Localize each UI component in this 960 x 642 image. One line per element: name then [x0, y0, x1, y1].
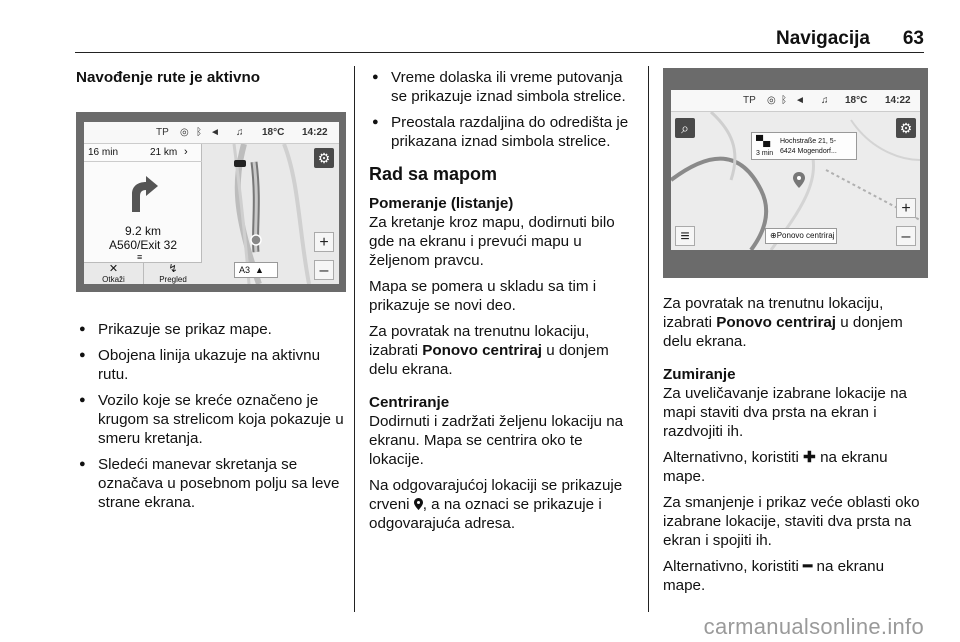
page-number: 63: [902, 28, 924, 49]
panning-text: Za kretanje kroz mapu, dodirnuti bilo gde na ekranu i prevući mapu u željenom pravcu.: [369, 214, 615, 269]
marker-text-pre: Na odgovarajućoj lokaciji se prikazuje crveni: [369, 477, 623, 513]
recenter-term: Ponovo centriraj: [716, 314, 837, 331]
map-roads: [671, 90, 920, 250]
cancel-route-button[interactable]: [84, 263, 143, 284]
close-icon: ✕: [108, 263, 119, 275]
bullet-list-2: [369, 68, 635, 151]
recenter-instruction: [369, 322, 635, 379]
destination-popup[interactable]: [751, 132, 857, 160]
maneuver-exit: A560/Exit 32: [108, 238, 178, 252]
crosshair-icon: ⊕: [770, 231, 777, 240]
recenter-label: Ponovo centriraj: [776, 231, 835, 240]
list-icon[interactable]: ≡: [137, 252, 143, 262]
traffic-program-indicator: TP: [156, 127, 169, 138]
phone-icon: ◎: [767, 95, 776, 106]
road-name: A3: [239, 265, 251, 275]
current-road-label: [234, 262, 278, 278]
zoom-out-button[interactable]: –: [314, 260, 334, 280]
bullet-list-1: [76, 320, 346, 512]
cancel-label: Otkaži: [102, 275, 125, 284]
list-item: ● Preostala razdaljina do odredišta je prikazana iznad simbola strelice.: [369, 113, 635, 151]
section-title: Rad sa mapom: [369, 164, 498, 184]
list-item: ● Prikazuje se prikaz mape.: [76, 320, 346, 339]
mute-icon: ◄: [795, 95, 805, 106]
list-item: ● Obojena linija ukazuje na aktivnu rutu.: [76, 346, 346, 384]
shrink-text: Za smanjenje i prikaz veće oblasti oko izabrane lokacije, staviti dva prsta na ekran i spojiti ih.: [663, 494, 920, 549]
marker-text-post: , a na oznaci se prikazuje i odgovarajuća adresa.: [369, 496, 602, 532]
popup-duration: 3 min: [756, 150, 774, 157]
overview-label: Pregled: [159, 275, 187, 284]
recenter-term: Ponovo centriraj: [422, 342, 543, 359]
column-3: [663, 294, 928, 602]
overview-button[interactable]: [143, 263, 202, 284]
temperature: 18°C: [262, 127, 285, 138]
zoom-in-button[interactable]: +: [314, 232, 334, 252]
centering-heading: Centriranje: [369, 394, 450, 411]
alt-minus-post: na ekranu mape.: [663, 558, 885, 594]
recenter-text-pre: Za povratak na trenutnu lokaciju, izabrati: [663, 295, 884, 331]
nav-screen: [84, 122, 339, 284]
music-icon: ♫: [236, 127, 244, 138]
phone-icon: ◎: [180, 127, 189, 138]
list-item: ● Vreme dolaska ili vreme putovanja se prikazuje iznad simbola strelice.: [369, 68, 635, 106]
page-header: [0, 24, 960, 54]
watermark: carmanualsonline.info: [703, 614, 924, 639]
route-summary[interactable]: [84, 144, 202, 162]
map-pin-icon: [414, 498, 423, 510]
shrink-alt-text: [663, 557, 928, 595]
zoom-out-button[interactable]: –: [896, 226, 916, 246]
column-divider-1: [354, 66, 355, 612]
list-item: ● Vozilo koje se kreće označeno je krugom sa strelicom koja pokazuje u smeru kretanja.: [76, 391, 346, 448]
clock: 14:22: [302, 127, 328, 138]
temperature: 18°C: [845, 95, 868, 106]
maneuver-distance: 9.2 km: [124, 224, 161, 238]
marker-text: [369, 476, 635, 533]
travel-time: 16 min: [88, 147, 119, 158]
header-rule: [75, 52, 924, 53]
route-guidance-figure: [76, 112, 346, 292]
minus-icon: ━: [803, 558, 813, 575]
column-1-bullets: [76, 320, 346, 519]
popup-address-line1: Hochstraße 21, 5-: [780, 138, 837, 145]
status-bar: [84, 122, 339, 144]
column-divider-2: [648, 66, 649, 612]
recenter-instruction: [663, 294, 928, 351]
alt-minus-pre: Alternativno, koristiti: [663, 558, 804, 575]
settings-gear-icon[interactable]: ⚙: [314, 148, 334, 168]
zoom-text: Za uveličavanje izabrane lokacije na mapi staviti dva prsta na ekran i razdvojiti ih.: [663, 385, 907, 440]
settings-gear-icon[interactable]: ⚙: [896, 118, 916, 138]
road-sign-icon: ▲: [252, 265, 264, 275]
column-2: [369, 68, 635, 540]
menu-icon[interactable]: ≡: [675, 226, 695, 246]
car-icon: ▀▄: [756, 136, 771, 147]
turn-right-arrow-icon: [120, 170, 164, 214]
chevron-right-icon: ›: [184, 146, 188, 158]
map-pan-figure: [663, 68, 928, 278]
bluetooth-icon: ᛒ: [781, 95, 787, 106]
recenter-text-post: u donjem delu ekrana.: [369, 342, 609, 378]
route-overview-icon: ↯: [168, 263, 178, 275]
maneuver-panel[interactable]: [84, 144, 202, 262]
search-icon[interactable]: ⌕: [675, 118, 695, 138]
recenter-text-pre: Za povratak na trenutnu lokaciju, izabrati: [369, 323, 590, 359]
zoom-heading: Zumiranje: [663, 366, 736, 383]
map-screen: [671, 90, 920, 250]
list-item: ● Sledeći manevar skretanja se označava u posebnom polju sa leve strane ekrana.: [76, 455, 346, 512]
column-1: [76, 68, 346, 87]
status-bar: [671, 90, 920, 112]
mute-icon: ◄: [210, 127, 220, 138]
plus-icon: ✚: [803, 449, 816, 466]
section-heading: Navođenje rute je aktivno: [76, 69, 260, 86]
panning-heading: Pomeranje (listanje): [369, 195, 514, 212]
clock: 14:22: [885, 95, 911, 106]
zoom-in-button[interactable]: +: [896, 198, 916, 218]
recenter-text-post: u donjem delu ekrana.: [663, 314, 903, 350]
alt-plus-post: na ekranu mape.: [663, 449, 888, 485]
header-title: Navigacija: [776, 28, 870, 49]
traffic-program-indicator: TP: [743, 95, 756, 106]
bluetooth-icon: ᛒ: [196, 127, 202, 138]
route-buttons: [84, 262, 202, 284]
alt-plus-pre: Alternativno, koristiti: [663, 449, 804, 466]
zoom-alt-text: [663, 448, 928, 486]
music-icon: ♫: [821, 95, 829, 106]
remaining-distance: 21 km: [150, 147, 178, 158]
centering-text: Dodirnuti i zadržati željenu lokaciju na ekranu. Mapa se centrira oko te lokacije.: [369, 413, 624, 468]
recenter-button[interactable]: [765, 228, 837, 244]
panning-text-2: Mapa se pomera u skladu sa tim i prikazuje se novi deo.: [369, 278, 597, 314]
popup-address-line2: 6424 Mogendorf...: [780, 148, 837, 155]
